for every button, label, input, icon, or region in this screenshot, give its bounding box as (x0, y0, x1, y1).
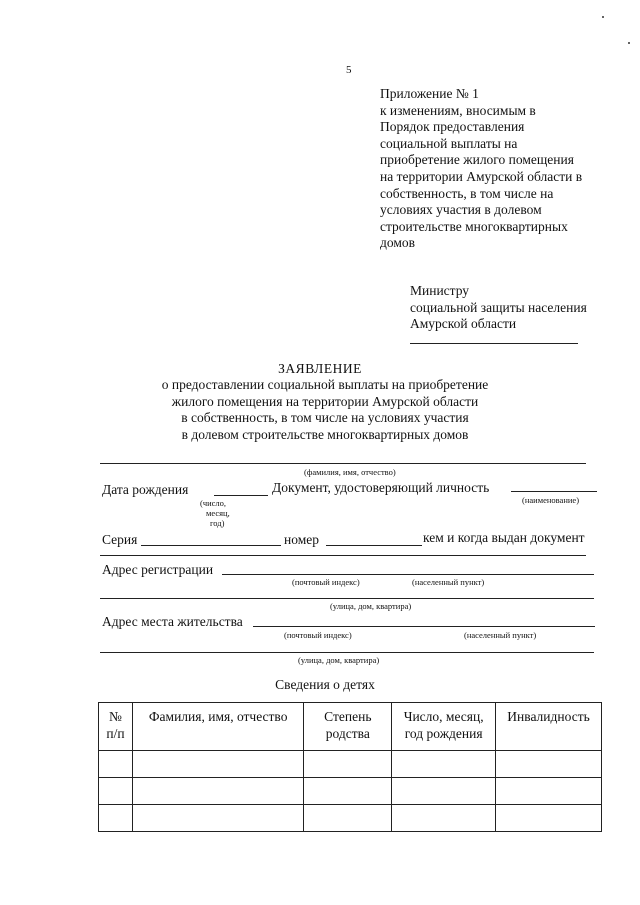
table-cell[interactable] (132, 778, 304, 805)
street-hint: (улица, дом, квартира) (330, 601, 412, 611)
addressee-block (410, 283, 620, 333)
scan-speck (602, 16, 604, 18)
subtitle-line: жилого помещения на территории Амурской области (171, 393, 479, 409)
table-cell[interactable] (99, 778, 133, 805)
appendix-line: Порядок предоставления (380, 119, 525, 135)
header-birthdate-text: Число, месяц, год рождения (403, 709, 484, 741)
header-fio-text: Фамилия, имя, отчество (148, 709, 288, 724)
subtitle-line: о предоставлении социальной выплаты на приобретение (161, 377, 489, 392)
residence-postcode-hint: (почтовый индекс) (284, 630, 352, 640)
birth-hint: месяц, (206, 508, 230, 518)
document-title: ЗАЯВЛЕНИЕ (278, 361, 362, 376)
number-label: номер (284, 532, 320, 547)
registration-field[interactable] (222, 574, 594, 575)
series-field[interactable] (141, 545, 281, 546)
birth-hint: год) (210, 518, 225, 528)
postcode-hint: (почтовый индекс) (292, 577, 360, 587)
addressee-line: Министру (410, 283, 470, 298)
scan-speck (628, 42, 630, 44)
document-subtitle (120, 377, 530, 443)
table-cell[interactable] (132, 805, 304, 832)
header-number-text: № п/п (106, 709, 125, 741)
fio-field[interactable] (100, 463, 586, 464)
header-number (99, 703, 133, 751)
number-field[interactable] (326, 545, 422, 546)
children-title: Сведения о детях (275, 677, 375, 692)
birth-hint: (число, (200, 498, 227, 508)
table-cell[interactable] (99, 805, 133, 832)
appendix-line: Приложение № 1 (380, 86, 479, 101)
table-row (99, 751, 602, 778)
header-disability-text: Инвалидность (507, 709, 590, 724)
residence-street-field[interactable] (100, 652, 594, 653)
appendix-line: к изменениям, вносимым в (380, 102, 536, 118)
table-row (99, 805, 602, 832)
document-name-field[interactable] (511, 491, 597, 492)
table-cell[interactable] (496, 778, 602, 805)
document-hint: (наименование) (522, 495, 580, 505)
table-cell[interactable] (496, 805, 602, 832)
appendix-line: на территории Амурской области в (380, 168, 583, 184)
birth-date-field[interactable] (214, 495, 268, 496)
appendix-line: собственность, в том числе на (380, 185, 554, 201)
children-table (98, 702, 602, 832)
table-cell[interactable] (304, 778, 392, 805)
series-label: Серия (102, 532, 138, 547)
residence-field[interactable] (253, 626, 595, 627)
issued-field[interactable] (100, 555, 586, 556)
residence-label: Адрес места жительства (102, 614, 243, 629)
table-cell[interactable] (392, 778, 496, 805)
appendix-line: приобретение жилого помещения (380, 152, 574, 168)
table-cell[interactable] (99, 751, 133, 778)
table-cell[interactable] (392, 805, 496, 832)
addressee-line: социальной защиты населения (410, 299, 587, 315)
birth-label: Дата рождения (102, 482, 189, 497)
header-relation-text: Степень родства (324, 709, 372, 741)
addressee-line: Амурской области (410, 316, 517, 332)
issued-label: кем и когда выдан документ (423, 530, 585, 545)
appendix-block (380, 86, 630, 252)
table-cell[interactable] (496, 751, 602, 778)
registration-label: Адрес регистрации (102, 562, 214, 577)
table-cell[interactable] (304, 805, 392, 832)
appendix-line: домов (380, 235, 416, 251)
table-row (99, 778, 602, 805)
appendix-line: социальной выплаты на (380, 135, 518, 151)
subtitle-line: в долевом строительстве многоквартирных домов (181, 426, 469, 442)
page-number: 5 (346, 64, 352, 76)
settlement-hint: (населенный пункт) (412, 577, 485, 587)
fio-hint: (фамилия, имя, отчество) (304, 467, 396, 477)
residence-street-hint: (улица, дом, квартира) (298, 655, 380, 665)
header-disability (496, 703, 602, 751)
header-fio (132, 703, 304, 751)
header-birthdate (392, 703, 496, 751)
header-relation (304, 703, 392, 751)
table-cell[interactable] (392, 751, 496, 778)
residence-settlement-hint: (населенный пункт) (464, 630, 537, 640)
addressee-signature-line[interactable] (410, 343, 578, 344)
appendix-line: условиях участия в долевом (380, 202, 542, 218)
appendix-line: строительстве многоквартирных (380, 218, 568, 234)
subtitle-line: в собственность, в том числе на условиях участия (181, 410, 469, 426)
registration-street-field[interactable] (100, 598, 594, 599)
document-label: Документ, удостоверяющий личность (272, 480, 490, 495)
table-cell[interactable] (132, 751, 304, 778)
table-header-row (99, 703, 602, 751)
table-cell[interactable] (304, 751, 392, 778)
